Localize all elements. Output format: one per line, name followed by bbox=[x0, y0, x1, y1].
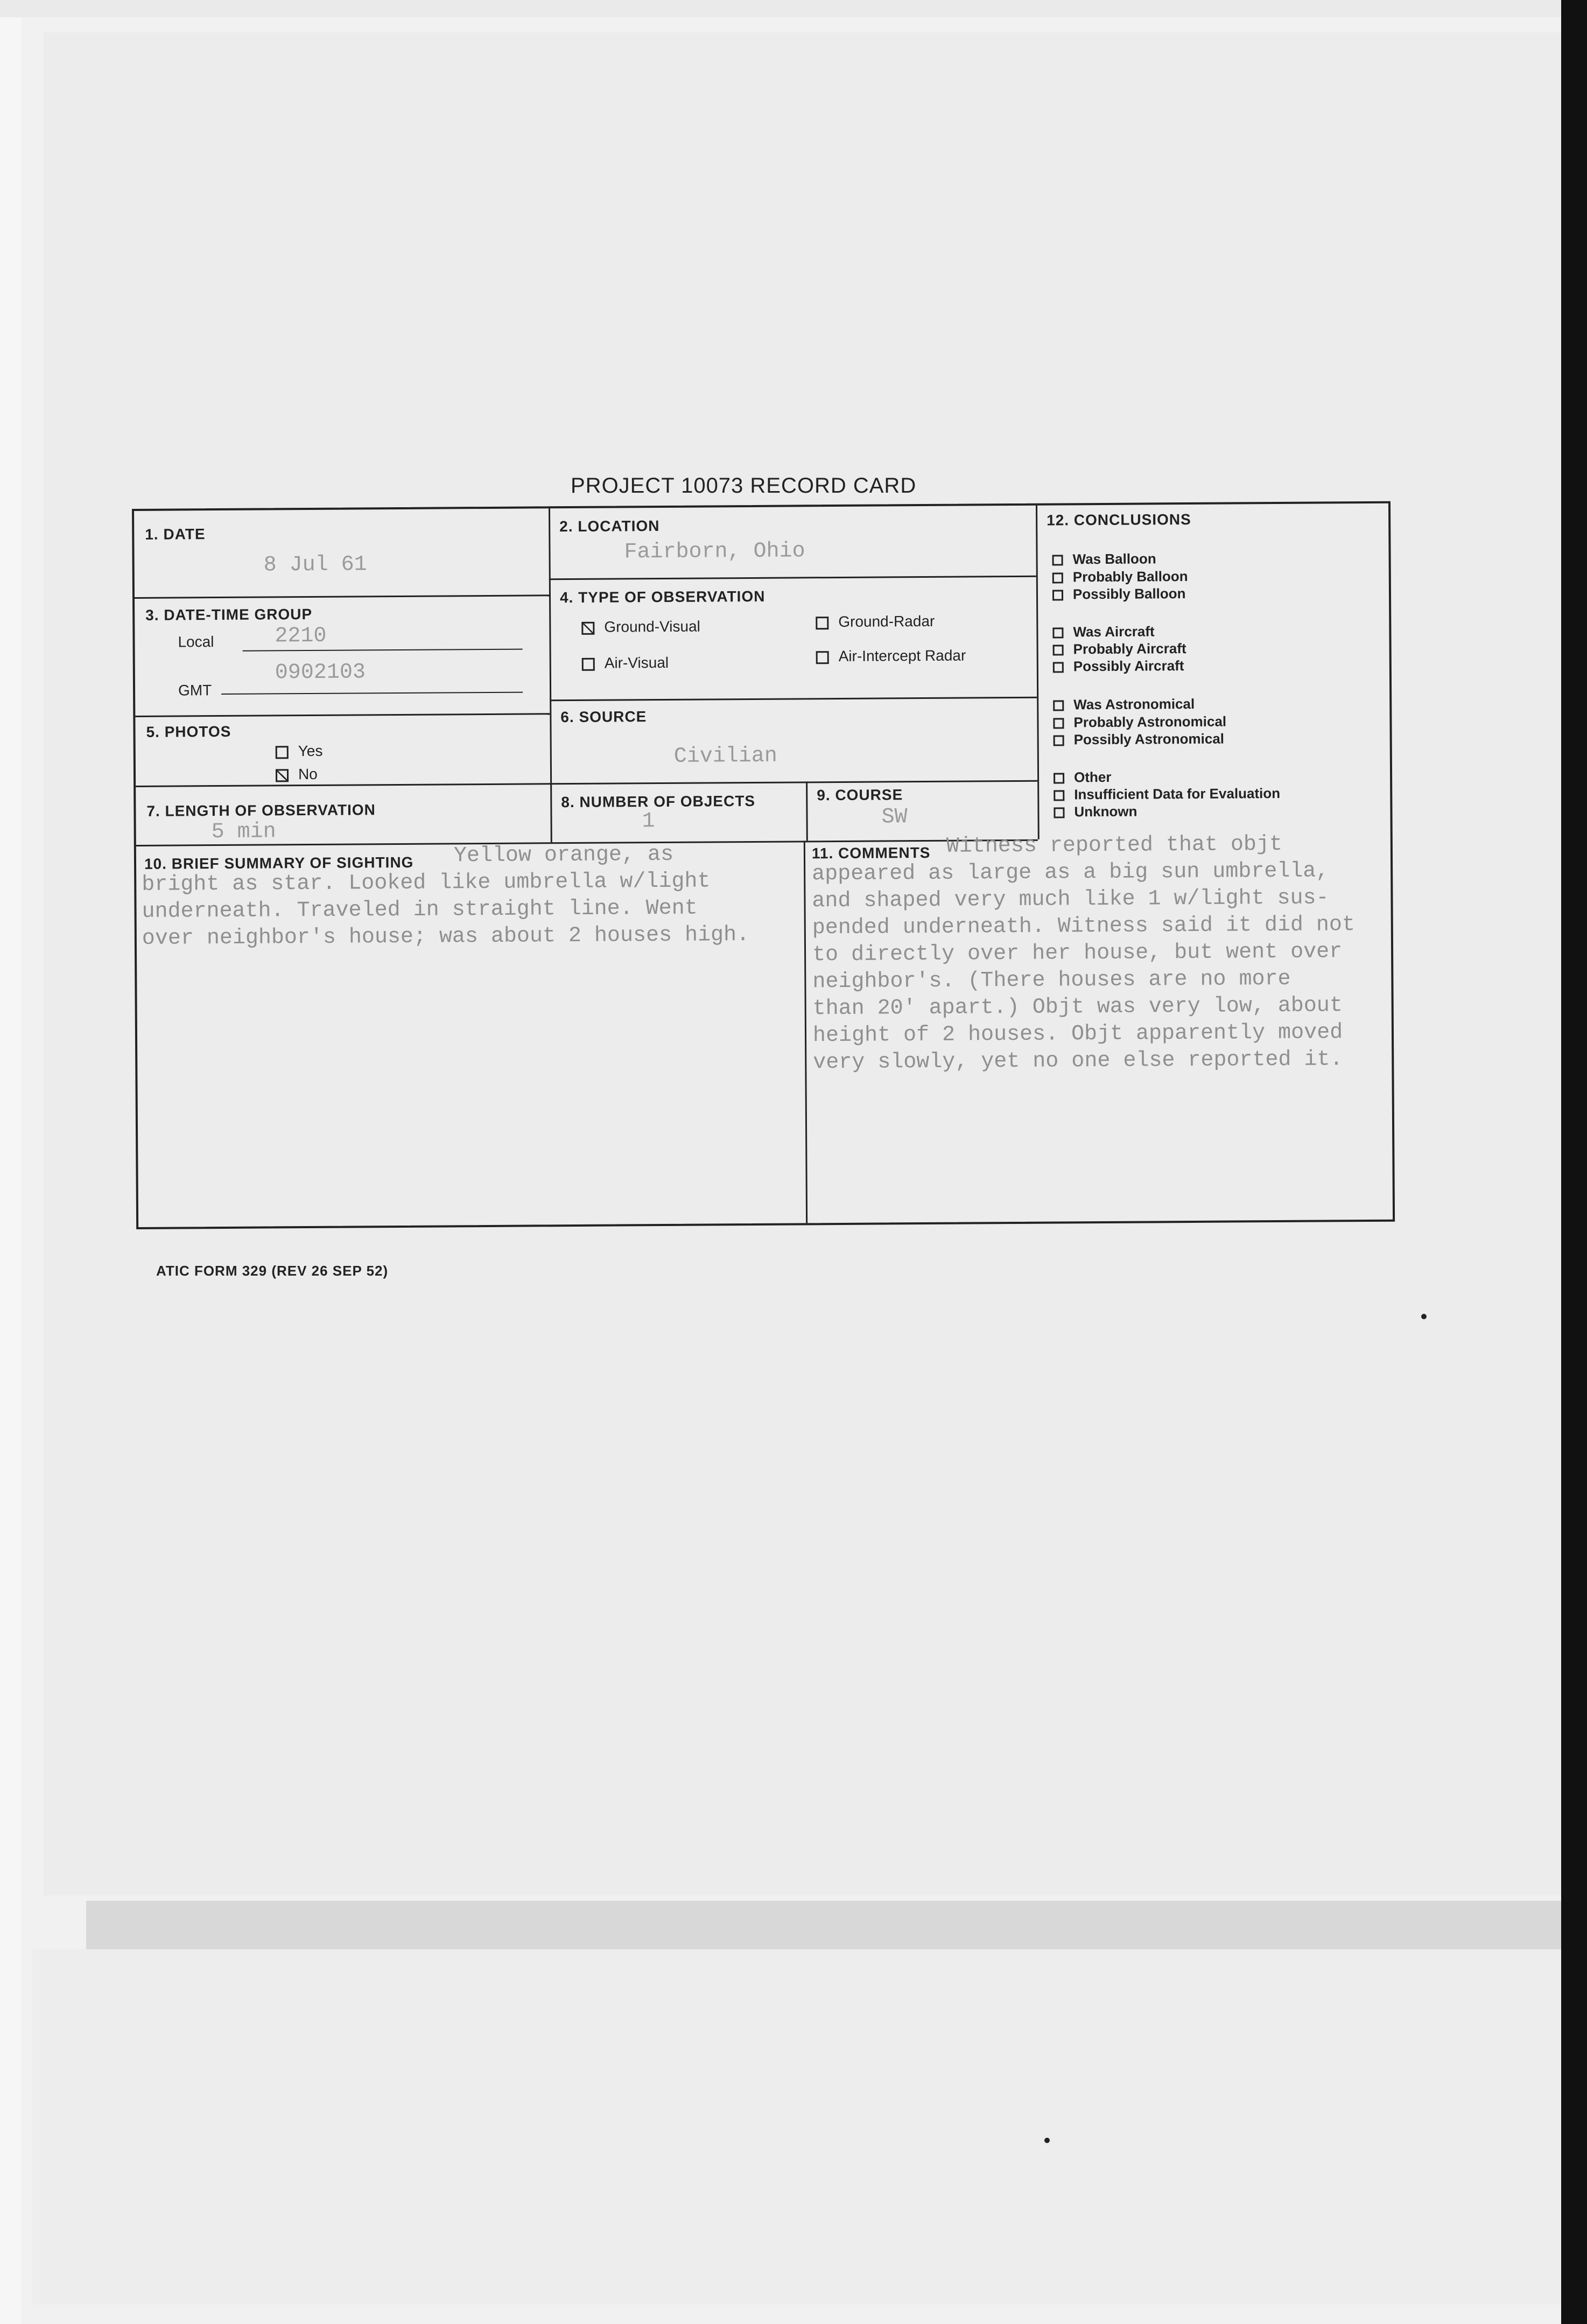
course-label: 9. COURSE bbox=[817, 786, 903, 804]
summary-label: 10. BRIEF SUMMARY OF SIGHTING bbox=[144, 853, 414, 872]
conclusion-checkbox bbox=[1053, 645, 1064, 656]
conclusion-item bbox=[1052, 585, 1186, 603]
divider-v-summary-comments bbox=[804, 841, 807, 1223]
conclusion-item bbox=[1053, 657, 1184, 675]
air-intercept-text: Air-Intercept Radar bbox=[838, 647, 966, 664]
conclusion-item bbox=[1054, 731, 1225, 748]
dtg-gmt-label: GMT bbox=[178, 682, 212, 699]
course-value: SW bbox=[881, 805, 908, 830]
objects-value: 1 bbox=[642, 809, 655, 834]
form-number: ATIC FORM 329 (REV 26 SEP 52) bbox=[156, 1263, 389, 1279]
conclusion-label: Probably Aircraft bbox=[1073, 640, 1186, 657]
divider-v-objects-course bbox=[806, 781, 808, 841]
photos-yes bbox=[276, 743, 323, 760]
comments-line-7: than 20' apart.) Objt was very low, about bbox=[812, 993, 1343, 1021]
checkbox-ground-visual bbox=[581, 621, 594, 634]
summary-text bbox=[142, 841, 749, 953]
conclusion-checkbox bbox=[1054, 773, 1064, 784]
scan-speck bbox=[1044, 2138, 1050, 2143]
date-value: 8 Jul 61 bbox=[263, 552, 367, 578]
conclusion-checkbox bbox=[1053, 718, 1064, 729]
divider-h-row2-right bbox=[550, 697, 1037, 702]
conclusion-item bbox=[1052, 550, 1156, 568]
type-air-visual bbox=[582, 654, 669, 672]
conclusion-item bbox=[1054, 769, 1112, 786]
dtg-local-label: Local bbox=[178, 633, 214, 650]
paper-edge-shadow bbox=[86, 1901, 1572, 1949]
comments-line-5: to directly over her house, but went over bbox=[812, 940, 1343, 968]
photos-no bbox=[276, 766, 318, 783]
dtg-label: 3. DATE-TIME GROUP bbox=[145, 605, 313, 624]
objects-label: 8. NUMBER OF OBJECTS bbox=[561, 792, 756, 811]
comments-label: 11. COMMENTS bbox=[811, 844, 931, 862]
divider-h-row1-right bbox=[549, 576, 1036, 580]
conclusion-checkbox bbox=[1052, 555, 1063, 566]
comments-line-4: pended underneath. Witness said it did not bbox=[812, 913, 1356, 941]
length-label: 7. LENGTH OF OBSERVATION bbox=[146, 801, 376, 820]
divider-h-row1 bbox=[135, 594, 549, 599]
divider-h-row2 bbox=[135, 713, 550, 717]
conclusion-item bbox=[1053, 640, 1186, 658]
dtg-local-value: 2210 bbox=[275, 624, 327, 649]
conclusion-checkbox bbox=[1052, 573, 1063, 584]
conclusion-item bbox=[1053, 696, 1195, 713]
scan-border-top bbox=[0, 0, 1587, 17]
comments-line-8: height of 2 houses. Objt apparently moved bbox=[812, 1020, 1343, 1048]
record-card bbox=[132, 501, 1395, 1229]
type-label: 4. TYPE OF OBSERVATION bbox=[559, 587, 766, 606]
checkbox-air-intercept bbox=[816, 651, 829, 664]
type-air-intercept bbox=[816, 647, 966, 666]
photos-no-text: No bbox=[298, 765, 318, 783]
summary-line-1: Yellow orange, as bbox=[453, 842, 674, 869]
date-label: 1. DATE bbox=[145, 526, 206, 543]
conclusion-label: Was Balloon bbox=[1072, 550, 1156, 568]
photos-label: 5. PHOTOS bbox=[146, 723, 231, 740]
checkbox-ground-radar bbox=[816, 617, 828, 629]
checkbox-photos-no bbox=[276, 769, 289, 782]
lower-paper bbox=[32, 1949, 1572, 2305]
conclusion-label: Was Aircraft bbox=[1073, 623, 1155, 640]
conclusion-checkbox bbox=[1054, 808, 1064, 818]
comments-line-6: neighbor's. (There houses are no more bbox=[812, 967, 1291, 995]
conclusion-checkbox bbox=[1053, 662, 1064, 673]
scan-border-right bbox=[1561, 0, 1587, 2324]
photos-yes-text: Yes bbox=[298, 742, 323, 760]
location-label: 2. LOCATION bbox=[559, 517, 660, 535]
comments-line-9: very slowly, yet no one else reported it. bbox=[813, 1047, 1343, 1075]
conclusion-item bbox=[1052, 568, 1188, 586]
dtg-local-underline bbox=[243, 649, 523, 652]
conclusion-label: Insufficient Data for Evaluation bbox=[1074, 785, 1281, 803]
summary-line-3: underneath. Traveled in straight line. Went bbox=[142, 896, 698, 924]
source-label: 6. SOURCE bbox=[560, 708, 647, 726]
conclusion-label: Was Astronomical bbox=[1073, 695, 1195, 713]
conclusions-label: 12. CONCLUSIONS bbox=[1047, 510, 1191, 529]
checkbox-photos-yes bbox=[276, 746, 289, 759]
conclusion-label: Possibly Astronomical bbox=[1073, 730, 1225, 748]
type-ground-visual bbox=[581, 618, 700, 636]
location-value: Fairborn, Ohio bbox=[624, 539, 805, 565]
comments-line-2: appeared as large as a big sun umbrella, bbox=[812, 859, 1329, 887]
ground-visual-text: Ground-Visual bbox=[604, 618, 700, 635]
length-value: 5 min bbox=[211, 820, 276, 845]
dtg-gmt-value: 0902103 bbox=[275, 660, 366, 685]
conclusion-checkbox bbox=[1054, 790, 1064, 801]
conclusion-checkbox bbox=[1052, 590, 1063, 601]
conclusion-label: Probably Astronomical bbox=[1073, 713, 1227, 731]
conclusion-item bbox=[1053, 713, 1226, 731]
divider-v-conclusions bbox=[1036, 506, 1040, 839]
comments-line-3: and shaped very much like 1 w/light sus- bbox=[812, 886, 1329, 914]
summary-line-4: over neighbor's house; was about 2 houses high. bbox=[142, 923, 750, 951]
conclusion-label: Other bbox=[1073, 768, 1112, 786]
type-ground-radar bbox=[816, 613, 935, 631]
air-visual-text: Air-Visual bbox=[604, 654, 669, 671]
conclusion-label: Unknown bbox=[1074, 803, 1137, 820]
conclusion-checkbox bbox=[1052, 628, 1063, 639]
conclusion-checkbox bbox=[1053, 701, 1064, 711]
conclusion-label: Possibly Aircraft bbox=[1073, 657, 1184, 675]
conclusion-label: Possibly Balloon bbox=[1072, 585, 1186, 603]
conclusion-label: Probably Balloon bbox=[1072, 568, 1188, 585]
summary-line-2: bright as star. Looked like umbrella w/light bbox=[142, 869, 711, 897]
conclusion-checkbox bbox=[1054, 736, 1064, 746]
divider-v-main bbox=[549, 508, 552, 842]
conclusion-item bbox=[1054, 785, 1280, 803]
comments-line-1: Witness reported that objt bbox=[946, 832, 1283, 859]
scan-border-left bbox=[0, 0, 22, 2324]
scan-speck bbox=[1421, 1314, 1427, 1319]
conclusion-item bbox=[1054, 803, 1137, 821]
conclusion-item bbox=[1052, 623, 1154, 640]
checkbox-air-visual bbox=[582, 657, 595, 670]
comments-text bbox=[812, 831, 1356, 1076]
dtg-gmt-underline bbox=[221, 692, 523, 695]
card-title: PROJECT 10073 RECORD CARD bbox=[571, 474, 917, 498]
source-value: Civilian bbox=[673, 744, 777, 769]
ground-radar-text: Ground-Radar bbox=[838, 612, 935, 630]
